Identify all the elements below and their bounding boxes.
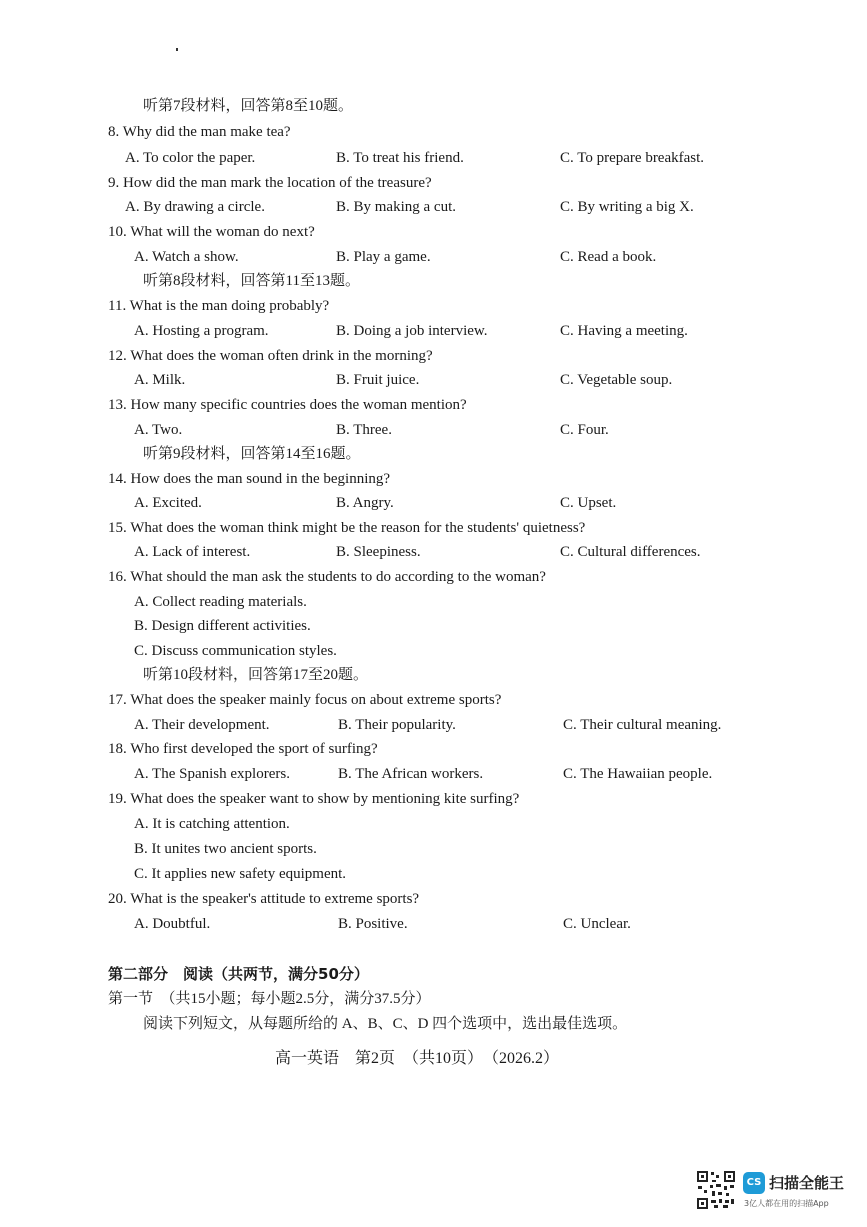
option-a: A. Collect reading materials. — [134, 594, 307, 610]
section-7-instruction: 听第7段材料，回答第8至10题。 — [143, 98, 354, 114]
question-stem — [0, 171, 867, 195]
option-c: C. It applies new safety equipment. — [134, 866, 347, 882]
question-stem — [0, 220, 867, 244]
option-b: B. Doing a job interview. — [336, 323, 488, 339]
option-line — [0, 614, 867, 638]
question-18: 18. Who first developed the sport of surfing? — [108, 741, 378, 757]
option-c: C. Having a meeting. — [560, 323, 688, 339]
section-heading — [0, 987, 867, 1011]
option-a: A. The Spanish explorers. — [134, 766, 290, 782]
scanner-tagline: 3亿人都在用的扫描App — [744, 1199, 829, 1208]
options-row — [0, 713, 867, 737]
question-13: 13. How many specific countries does the woman mention? — [108, 397, 467, 413]
options-row — [0, 912, 867, 936]
option-b: B. Fruit juice. — [336, 372, 420, 388]
section-header — [0, 269, 867, 293]
question-stem — [0, 294, 867, 318]
question-10: 10. What will the woman do next? — [108, 224, 315, 240]
section-header — [0, 94, 867, 118]
option-b: B. Sleepiness. — [336, 544, 421, 560]
camscanner-logo-icon: CS — [743, 1172, 765, 1194]
question-stem — [0, 344, 867, 368]
part-heading — [0, 962, 867, 986]
option-a: A. To color the paper. — [125, 150, 256, 166]
option-b: B. Angry. — [336, 495, 394, 511]
reading-instruction: 阅读下列短文，从每题所给的 A、B、C、D 四个选项中，选出最佳选项。 — [143, 1016, 628, 1032]
option-a: A. Excited. — [134, 495, 202, 511]
options-row — [0, 418, 867, 442]
question-stem — [0, 467, 867, 491]
option-a: A. By drawing a circle. — [125, 199, 265, 215]
section-8-instruction: 听第8段材料，回答第11至13题。 — [143, 273, 360, 289]
part-2-section-1: 第一节 （共15小题；每小题2.5分，满分37.5分） — [108, 991, 431, 1007]
option-b: B. Positive. — [338, 916, 408, 932]
question-stem — [0, 516, 867, 540]
options-row — [0, 195, 867, 219]
option-b: B. Their popularity. — [338, 717, 456, 733]
question-20: 20. What is the speaker's attitude to extreme sports? — [108, 891, 420, 907]
question-19: 19. What does the speaker want to show by mentioning kite surfing? — [108, 791, 520, 807]
question-16: 16. What should the man ask the students to do according to the woman? — [108, 569, 546, 585]
options-row — [0, 491, 867, 515]
option-c: C. Discuss communication styles. — [134, 643, 337, 659]
options-row — [0, 146, 867, 170]
question-9: 9. How did the man mark the location of the treasure? — [108, 175, 432, 191]
options-row — [0, 319, 867, 343]
option-c: C. The Hawaiian people. — [563, 766, 713, 782]
options-row — [0, 245, 867, 269]
scanner-app-name: 扫描全能王 — [769, 1174, 845, 1192]
option-b: B. Design different activities. — [134, 618, 311, 634]
question-15: 15. What does the woman think might be the reason for the students' quietness? — [108, 520, 586, 536]
options-row — [0, 762, 867, 786]
question-stem — [0, 887, 867, 911]
option-c: C. Unclear. — [563, 916, 631, 932]
option-a: A. Milk. — [134, 372, 186, 388]
option-c: C. Read a book. — [560, 249, 657, 265]
option-c: C. Four. — [560, 422, 609, 438]
section-header — [0, 663, 867, 687]
instruction-line — [0, 1012, 867, 1036]
option-a: A. Doubtful. — [134, 916, 211, 932]
option-line — [0, 862, 867, 886]
option-b: B. Play a game. — [336, 249, 431, 265]
footer-text: 高一英语 第2页 （共10页） （2026.2） — [275, 1050, 560, 1067]
option-line — [0, 639, 867, 663]
question-stem — [0, 737, 867, 761]
option-line — [0, 812, 867, 836]
option-b: B. It unites two ancient sports. — [134, 841, 317, 857]
question-stem — [0, 120, 867, 144]
option-b: B. The African workers. — [338, 766, 484, 782]
option-c: C. Their cultural meaning. — [563, 717, 722, 733]
option-c: C. Cultural differences. — [560, 544, 701, 560]
page-footer — [0, 1047, 867, 1071]
options-row — [0, 368, 867, 392]
part-2-title: 第二部分 阅读（共两节，满分50分） — [108, 965, 369, 983]
option-c: C. To prepare breakfast. — [560, 150, 705, 166]
option-c: C. By writing a big X. — [560, 199, 694, 215]
options-row — [0, 540, 867, 564]
option-a: A. Their development. — [134, 717, 270, 733]
question-stem — [0, 565, 867, 589]
question-11: 11. What is the man doing probably? — [108, 298, 330, 314]
option-a: A. Watch a show. — [134, 249, 239, 265]
option-a: A. Lack of interest. — [134, 544, 251, 560]
scan-speck — [176, 48, 178, 51]
section-10-instruction: 听第10段材料，回答第17至20题。 — [143, 667, 369, 683]
option-a: A. Two. — [134, 422, 183, 438]
option-c: C. Upset. — [560, 495, 617, 511]
option-b: B. To treat his friend. — [336, 150, 464, 166]
question-stem — [0, 787, 867, 811]
option-b: B. Three. — [336, 422, 392, 438]
section-header — [0, 442, 867, 466]
section-9-instruction: 听第9段材料，回答第14至16题。 — [143, 446, 361, 462]
option-c: C. Vegetable soup. — [560, 372, 673, 388]
option-line — [0, 837, 867, 861]
option-line — [0, 590, 867, 614]
question-12: 12. What does the woman often drink in the morning? — [108, 348, 433, 364]
question-stem — [0, 688, 867, 712]
option-a: A. It is catching attention. — [134, 816, 290, 832]
question-stem — [0, 393, 867, 417]
question-17: 17. What does the speaker mainly focus on about extreme sports? — [108, 692, 502, 708]
qr-code-icon — [696, 1170, 736, 1210]
option-a: A. Hosting a program. — [134, 323, 269, 339]
question-14: 14. How does the man sound in the beginning? — [108, 471, 391, 487]
question-8: 8. Why did the man make tea? — [108, 124, 291, 140]
option-b: B. By making a cut. — [336, 199, 456, 215]
